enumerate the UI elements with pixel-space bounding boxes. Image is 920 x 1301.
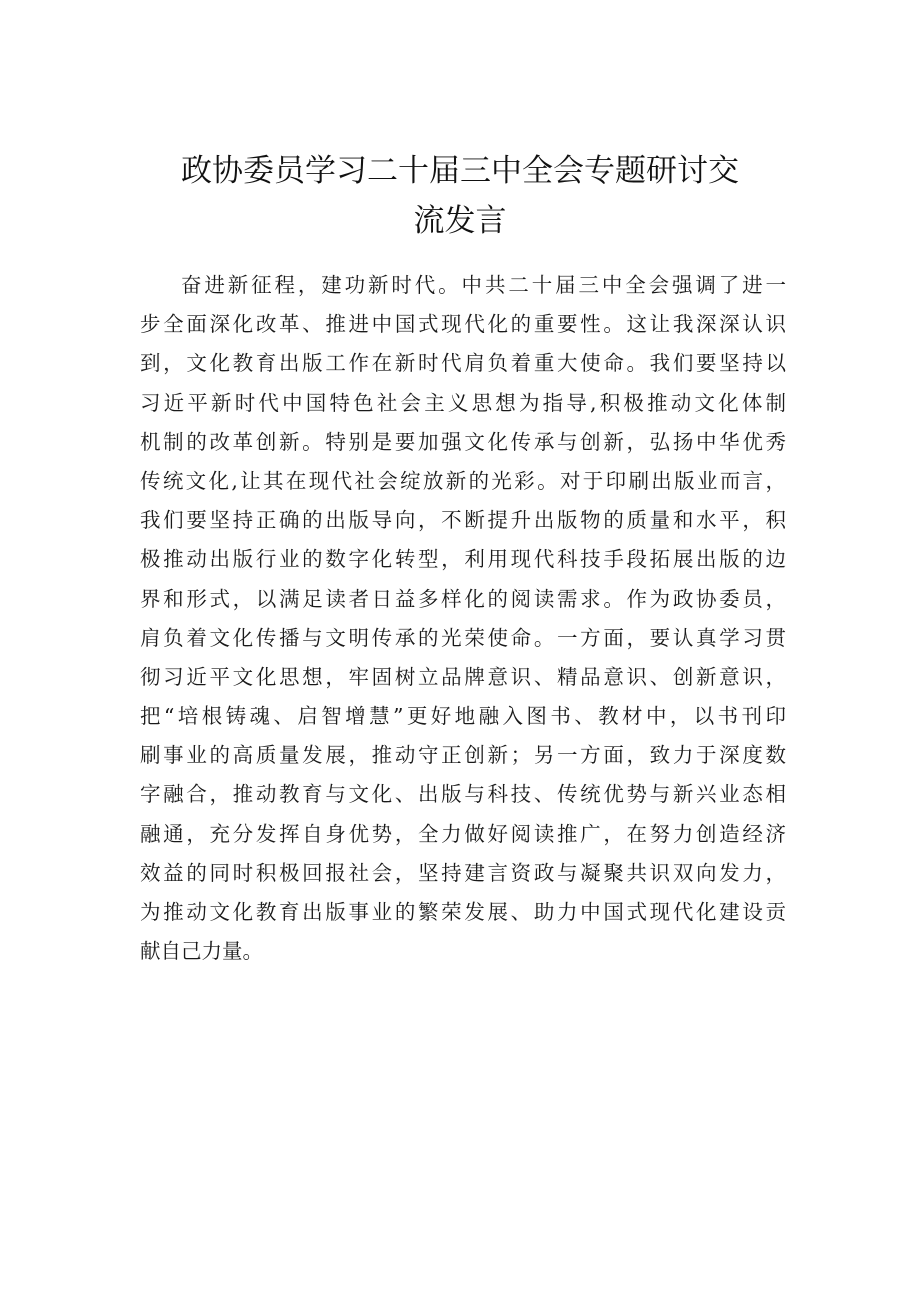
body-line: 极推动出版行业的数字化转型，利用现代科技手段拓展出版的边 (140, 547, 786, 572)
body-line: 奋进新征程，建功新时代。中共二十届三中全会强调了进一 (181, 273, 786, 297)
body-line: 彻习近平文化思想，牢固树立品牌意识、精品意识、创新意识， (140, 664, 786, 689)
body-line: 刷事业的高质量发展，推动守正创新；另一方面，致力于深度数 (140, 743, 786, 768)
body-line: 传统文化,让其在现代社会绽放新的光彩。对于印刷出版业而言， (140, 468, 786, 493)
body-line: 融通，充分发挥自身优势，全力做好阅读推广，在努力创造经济 (140, 821, 786, 846)
body-line: 肩负着文化传播与文明传承的光荣使命。一方面，要认真学习贯 (140, 625, 786, 650)
document-title (140, 146, 780, 246)
title-line-1: 政协委员学习二十届三中全会专题研讨交 (181, 153, 739, 189)
title-line-2: 流发言 (413, 203, 507, 239)
body-line: 字融合，推动教育与文化、出版与科技、传统优势与新兴业态相 (140, 782, 786, 807)
body-line: 我们要坚持正确的出版导向，不断提升出版物的质量和水平，积 (140, 508, 786, 533)
body-line: 效益的同时积极回报社会，坚持建言资政与凝聚共识双向发力， (140, 860, 786, 885)
body-line: 为推动文化教育出版事业的繁荣发展、助力中国式现代化建设贡 (140, 900, 786, 924)
body-line: 步全面深化改革、推进中国式现代化的重要性。这让我深深认识 (140, 312, 786, 337)
body-line: 到，文化教育出版工作在新时代肩负着重大使命。我们要坚持以 (140, 351, 786, 376)
document-body (140, 266, 786, 971)
body-line: 献自己力量。 (140, 939, 263, 964)
body-line: 把“培根铸魂、启智增慧”更好地融入图书、教材中，以书刊印 (140, 704, 786, 729)
body-line: 界和形式，以满足读者日益多样化的阅读需求。作为政协委员， (140, 586, 786, 611)
body-line: 机制的改革创新。特别是要加强文化传承与创新，弘扬中华优秀 (140, 429, 786, 454)
body-line: 习近平新时代中国特色社会主义思想为指导,积极推动文化体制 (140, 390, 786, 415)
